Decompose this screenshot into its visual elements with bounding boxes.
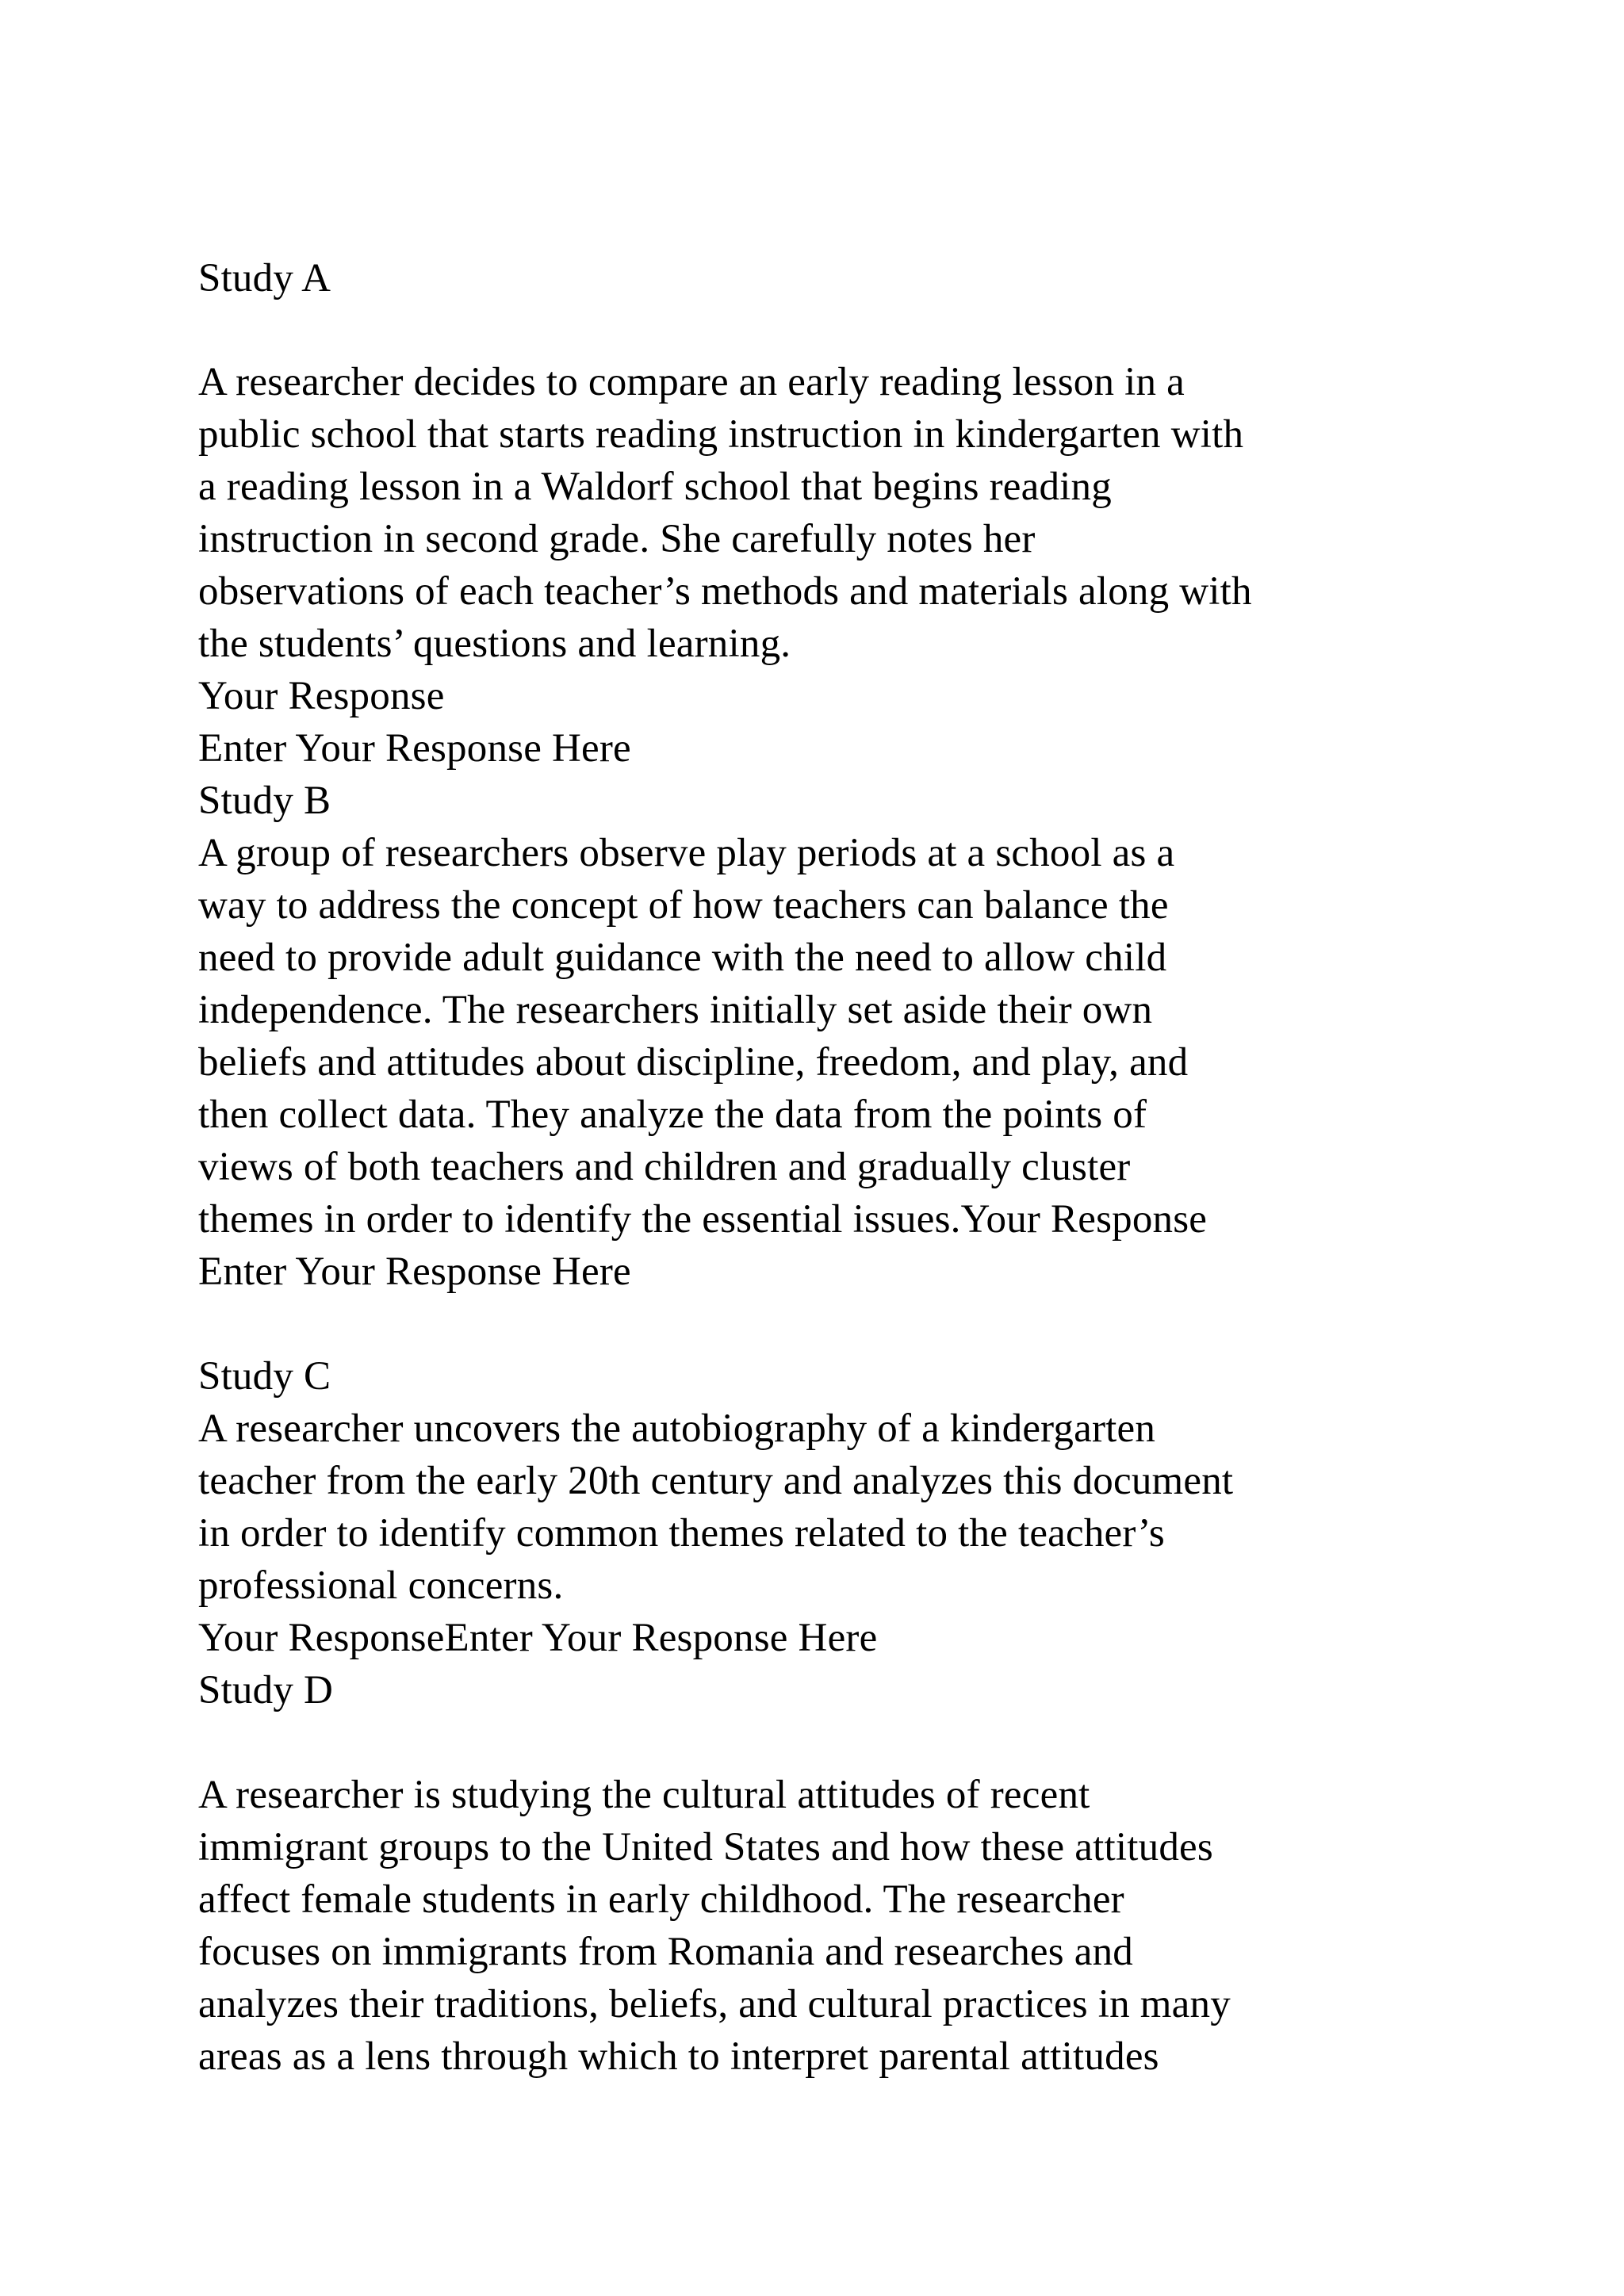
text-line: observations of each teacher’s methods and materials along with — [198, 569, 1252, 614]
text-line: A researcher uncovers the autobiography of a kindergarten — [198, 1406, 1156, 1451]
text-line: way to address the concept of how teachers can balance the — [198, 883, 1169, 928]
response-label: Your Response — [198, 674, 445, 718]
response-line: Your ResponseEnter Your Response Here — [198, 1616, 878, 1660]
heading-study-a: Study A — [198, 256, 331, 300]
text-line: instruction in second grade. She carefully notes her — [198, 517, 1036, 561]
text-line: professional concerns. — [198, 1563, 564, 1608]
heading-study-c: Study C — [198, 1354, 331, 1399]
heading-study-d: Study D — [198, 1668, 334, 1712]
text-line: areas as a lens through which to interpret parental attitudes — [198, 2034, 1159, 2079]
text-line: immigrant groups to the United States and how these attitudes — [198, 1825, 1213, 1869]
text-line: teacher from the early 20th century and analyzes this document — [198, 1459, 1234, 1503]
text-line: analyzes their traditions, beliefs, and cultural practices in many — [198, 1982, 1231, 2026]
text-line: then collect data. They analyze the data from the points of — [198, 1093, 1147, 1137]
text-line: public school that starts reading instruction in kindergarten with — [198, 412, 1244, 457]
text-line: themes in order to identify the essential issues.Your Response — [198, 1197, 1208, 1242]
text-line: a reading lesson in a Waldorf school that begins reading — [198, 465, 1112, 509]
text-line: the students’ questions and learning. — [198, 622, 791, 666]
text-line: A researcher decides to compare an early reading lesson in a — [198, 360, 1185, 404]
text-line: affect female students in early childhood. The researcher — [198, 1877, 1124, 1922]
text-line: focuses on immigrants from Romania and researches and — [198, 1930, 1133, 1974]
heading-study-b: Study B — [198, 779, 331, 823]
text-line: need to provide adult guidance with the need to allow child — [198, 936, 1167, 980]
text-line: A researcher is studying the cultural attitudes of recent — [198, 1773, 1090, 1817]
text-line: beliefs and attitudes about discipline, freedom, and play, and — [198, 1040, 1189, 1085]
text-line: in order to identify common themes related to the teacher’s — [198, 1511, 1165, 1556]
text-line: A group of researchers observe play periods at a school as a — [198, 831, 1175, 875]
response-placeholder: Enter Your Response Here — [198, 1249, 631, 1294]
response-placeholder: Enter Your Response Here — [198, 726, 631, 771]
text-line: independence. The researchers initially set aside their own — [198, 988, 1153, 1032]
text-line: views of both teachers and children and gradually cluster — [198, 1145, 1131, 1189]
